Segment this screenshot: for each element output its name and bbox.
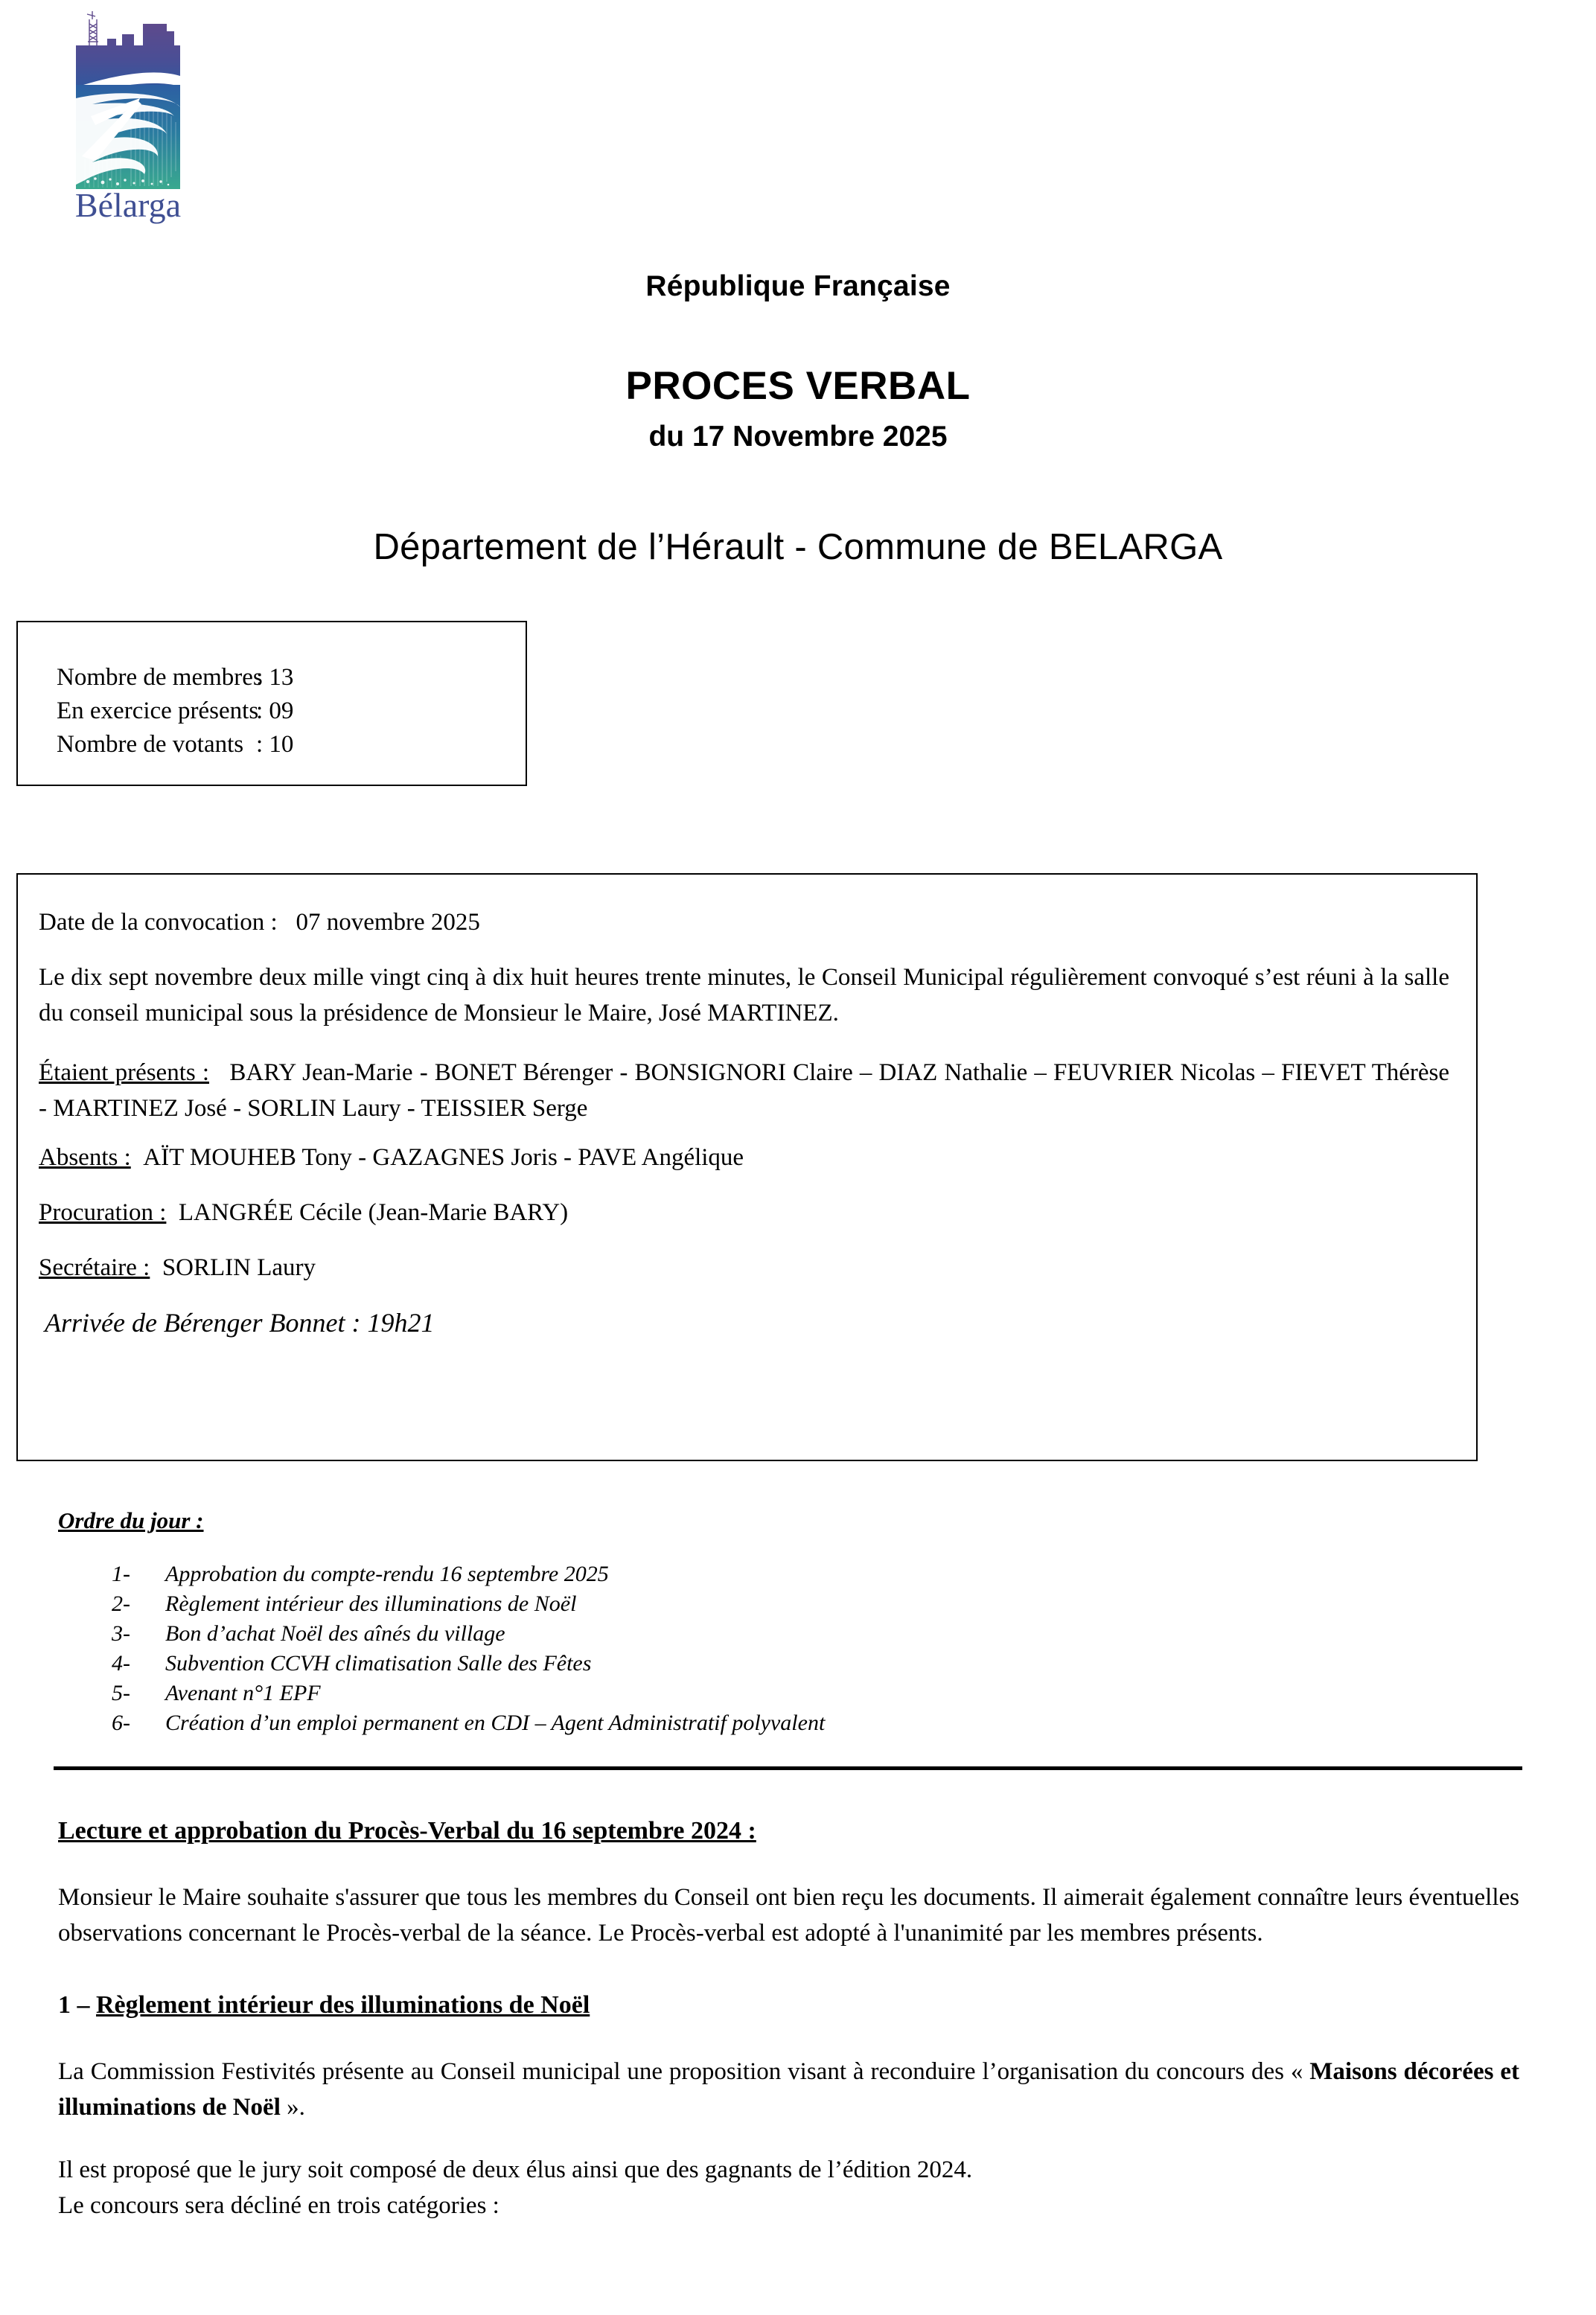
agenda-item-number: 5- xyxy=(112,1681,130,1705)
present-value: BARY Jean-Marie - BONET Bérenger - BONSIGNORI Claire – DIAZ Nathalie – FEUVRIER Nicolas – FIEVET Thérèse - MARTINEZ José - SORLIN Laury - TEISSIER Serge xyxy=(39,1059,1450,1122)
festivities-proposal-text-b: ». xyxy=(280,2094,305,2121)
list-item xyxy=(112,1679,1303,1708)
list-item xyxy=(112,1559,1303,1589)
members-label: Nombre de membres xyxy=(57,664,263,691)
convocation-date-line xyxy=(39,904,1449,940)
agenda-title: Ordre du jour : xyxy=(58,1507,204,1533)
secretary-label: Secrétaire : xyxy=(39,1254,150,1281)
section-divider xyxy=(54,1766,1522,1770)
page-title: PROCES VERBAL xyxy=(625,364,971,408)
members-value: : 13 xyxy=(256,664,294,691)
department-commune-line: Département de l’Hérault - Commune de BELARGA xyxy=(373,527,1223,567)
agenda-item-label: Bon d’achat Noël des aînés du village xyxy=(165,1621,505,1646)
absent-label: Absents : xyxy=(39,1144,131,1171)
present-label: Étaient présents : xyxy=(39,1059,210,1086)
belarga-logo xyxy=(63,3,194,234)
members-count-box xyxy=(16,621,527,786)
members-value: : 09 xyxy=(256,697,294,724)
convocation-content xyxy=(39,904,1449,1341)
section-1-number: 1 – xyxy=(58,1991,96,2019)
agenda-item-label: Règlement intérieur des illuminations de Noël xyxy=(165,1591,577,1616)
approval-paragraph: Monsieur le Maire souhaite s'assurer que tous les membres du Conseil ont bien reçu les documents. Il aimerait également connaître leurs éventuelles observations concernant le Procès-verbal de la séance. Le Procès-verbal est adopté à l'unanimité par les membres présents. xyxy=(58,1884,1519,1947)
agenda-item-label: Subvention CCVH climatisation Salle des Fêtes xyxy=(165,1651,592,1676)
agenda-item-label: Avenant n°1 EPF xyxy=(165,1681,321,1705)
proxy-value: LANGRÉE Cécile (Jean-Marie BARY) xyxy=(178,1199,569,1226)
agenda-item-number: 6- xyxy=(112,1711,130,1735)
section-1-heading xyxy=(58,1988,1519,2022)
contest-name: Maisons décorées et illuminations de Noël xyxy=(58,2058,1519,2121)
agenda-list xyxy=(112,1559,1303,1738)
present-members-line xyxy=(39,1055,1449,1126)
list-item xyxy=(112,1589,1303,1619)
members-count-list xyxy=(57,661,293,761)
list-item xyxy=(112,1708,1303,1738)
list-item xyxy=(112,1619,1303,1649)
festivities-proposal-text-a: La Commission Festivités présente au Conseil municipal une proposition visant à reconduire l’organisation du concours des « xyxy=(58,2058,1310,2085)
agenda-item-number: 4- xyxy=(112,1651,130,1676)
proxy-line xyxy=(39,1195,1449,1230)
categories-intro-paragraph: Le concours sera décliné en trois catégories : xyxy=(58,2192,499,2219)
convocation-box xyxy=(16,873,1478,1461)
republic-title: République Française xyxy=(645,270,951,302)
table-row xyxy=(57,694,293,728)
convocation-date-label: Date de la convocation : xyxy=(39,909,278,936)
table-row xyxy=(57,728,293,761)
opening-paragraph: Le dix sept novembre deux mille vingt cinq à dix huit heures trente minutes, le Conseil Municipal régulièrement convoqué s’est réuni à la salle du conseil municipal sous la présidence de Monsieur le Maire, José MARTINEZ. xyxy=(39,964,1449,1026)
section-1-title: Règlement intérieur des illuminations de Noël xyxy=(96,1991,590,2019)
agenda-item-label: Création d’un emploi permanent en CDI – Agent Administratif polyvalent xyxy=(165,1711,826,1735)
logo-town-name: Bélarga xyxy=(74,186,182,224)
document-body xyxy=(58,1814,1519,2223)
festivities-proposal-paragraph xyxy=(58,2054,1519,2125)
absent-value: AÏT MOUHEB Tony - GAZAGNES Joris - PAVE Angélique xyxy=(143,1144,744,1171)
belarga-logo-svg xyxy=(63,3,194,234)
convocation-date-value: 07 novembre 2025 xyxy=(296,909,480,936)
secretary-line xyxy=(39,1250,1449,1286)
absent-members-line xyxy=(39,1140,1449,1175)
members-label: Nombre de votants xyxy=(57,731,244,758)
agenda-item-number: 1- xyxy=(112,1562,130,1586)
agenda-item-number: 3- xyxy=(112,1621,130,1646)
members-label: En exercice présents xyxy=(57,697,259,724)
agenda-item-label: Approbation du compte-rendu 16 septembre 2025 xyxy=(165,1562,609,1586)
document-date: du 17 Novembre 2025 xyxy=(648,421,948,453)
secretary-value: SORLIN Laury xyxy=(162,1254,316,1281)
proxy-label: Procuration : xyxy=(39,1199,167,1226)
members-value: : 10 xyxy=(256,731,294,758)
approval-heading-text: Lecture et approbation du Procès-Verbal du 16 septembre 2024 : xyxy=(58,1817,756,1845)
approval-heading xyxy=(58,1814,1519,1848)
agenda-item-number: 2- xyxy=(112,1591,130,1616)
arrival-note: Arrivée de Bérenger Bonnet : 19h21 xyxy=(45,1308,435,1338)
table-row xyxy=(57,661,293,694)
list-item xyxy=(112,1649,1303,1679)
jury-composition-paragraph: Il est proposé que le jury soit composé de deux élus ainsi que des gagnants de l’édition 2024. xyxy=(58,2156,973,2183)
